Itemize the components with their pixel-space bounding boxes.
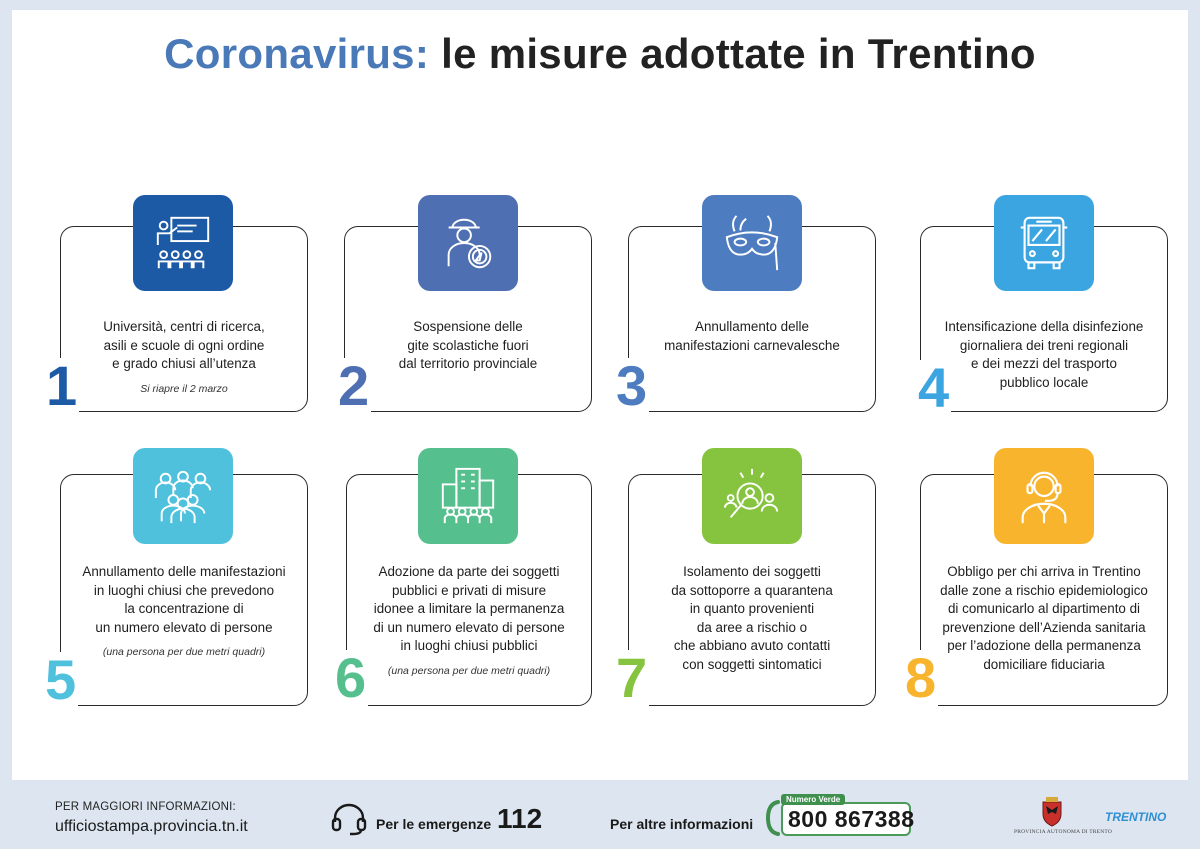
province-caption: PROVINCIA AUTONOMA DI TRENTO [1014,829,1113,835]
bus-icon [1013,212,1075,274]
emergency-number[interactable]: 112 [497,803,543,834]
student-compass-icon [437,212,499,274]
measure-3-icon-tile [702,195,802,291]
measure-5-text: Annullamento delle manifestazioni in luoghi chiusi che prevedono la concentrazione di un numero elevato di persone (una persona per due metri quadri) [61,563,307,662]
page-title [0,30,1200,78]
footer [0,780,1200,849]
title-accent: Coronavirus: [164,30,430,77]
measure-7-icon-tile [702,448,802,544]
press-office-link[interactable]: ufficiostampa.provincia.tn.it [55,818,248,835]
measure-8-icon-tile [994,448,1094,544]
other-info-label: Per altre informazioni [610,816,754,832]
emergency-label: Per le emergenze [376,816,492,832]
measure-1-icon-tile [133,195,233,291]
measure-2-icon-tile [418,195,518,291]
province-coat-of-arms-icon [1040,796,1064,828]
measure-number-2: 2 [338,354,370,417]
phone-icon [766,798,782,838]
title-rest: le misure adottate in Trentino [429,30,1036,77]
teacher-classroom-icon [152,212,214,274]
trentino-logo: TRENTINO [1105,810,1167,824]
headset-icon [330,802,368,836]
measure-1-note: Si riapre il 2 marzo [140,382,228,395]
measure-6-note: (una persona per due metri quadri) [387,664,551,677]
headset-operator-icon [1013,465,1075,527]
green-number-label: Numero Verde [781,794,845,805]
measure-number-7: 7 [616,646,648,709]
measure-number-4: 4 [918,356,950,419]
measure-8-text: Obbligo per chi arriva in Trentino dalle zone a rischio epidemiologico di comunicarlo al dipartimento di prevenzione dell’Azienda sanitaria per l’adozione della permanenza domiciliare fiduciaria [940,564,1148,672]
magnifier-person-icon [721,465,783,527]
measure-number-5: 5 [45,648,77,711]
more-info-label: PER MAGGIORI INFORMAZIONI: [55,801,236,813]
building-people-icon [437,465,499,527]
measure-4-icon-tile [994,195,1094,291]
measure-5-note: (una persona per due metri quadri) [102,646,266,658]
carnival-mask-icon [721,212,783,274]
measure-number-3: 3 [616,354,648,417]
measure-2-text: Sospensione delle gite scolastiche fuori dal territorio provinciale [398,319,538,371]
measure-1-text: Università, centri di ricerca, asili e scuole di ogni ordine e grado chiusi all’utenza Si riapre il 2 marzo [61,318,307,398]
measure-6-icon-tile [418,448,518,544]
measure-number-1: 1 [46,354,78,417]
measure-6-text: Adozione da parte dei soggetti pubblici e privati di misure idonee a limitare la permanenza di un numero elevato di persone in luoghi chiusi pubblici (una persona per due metri quadri) [347,563,591,680]
measure-4-text: Intensificazione della disinfezione giornaliera dei treni regionali e dei mezzi del trasporto pubblico locale [944,319,1144,390]
green-number[interactable]: 800 867388 [788,806,915,832]
crowd-icon [152,465,214,527]
measure-5-icon-tile [133,448,233,544]
measure-7-text: Isolamento dei soggetti da sottoporre a quarantena in quanto provenienti da aree a rischio o che abbiano avuto contatti con soggetti sintomatici [671,564,833,672]
measure-3-text: Annullamento delle manifestazioni carnevalesche [664,319,840,353]
measure-number-8: 8 [905,646,937,709]
measure-number-6: 6 [335,646,367,709]
